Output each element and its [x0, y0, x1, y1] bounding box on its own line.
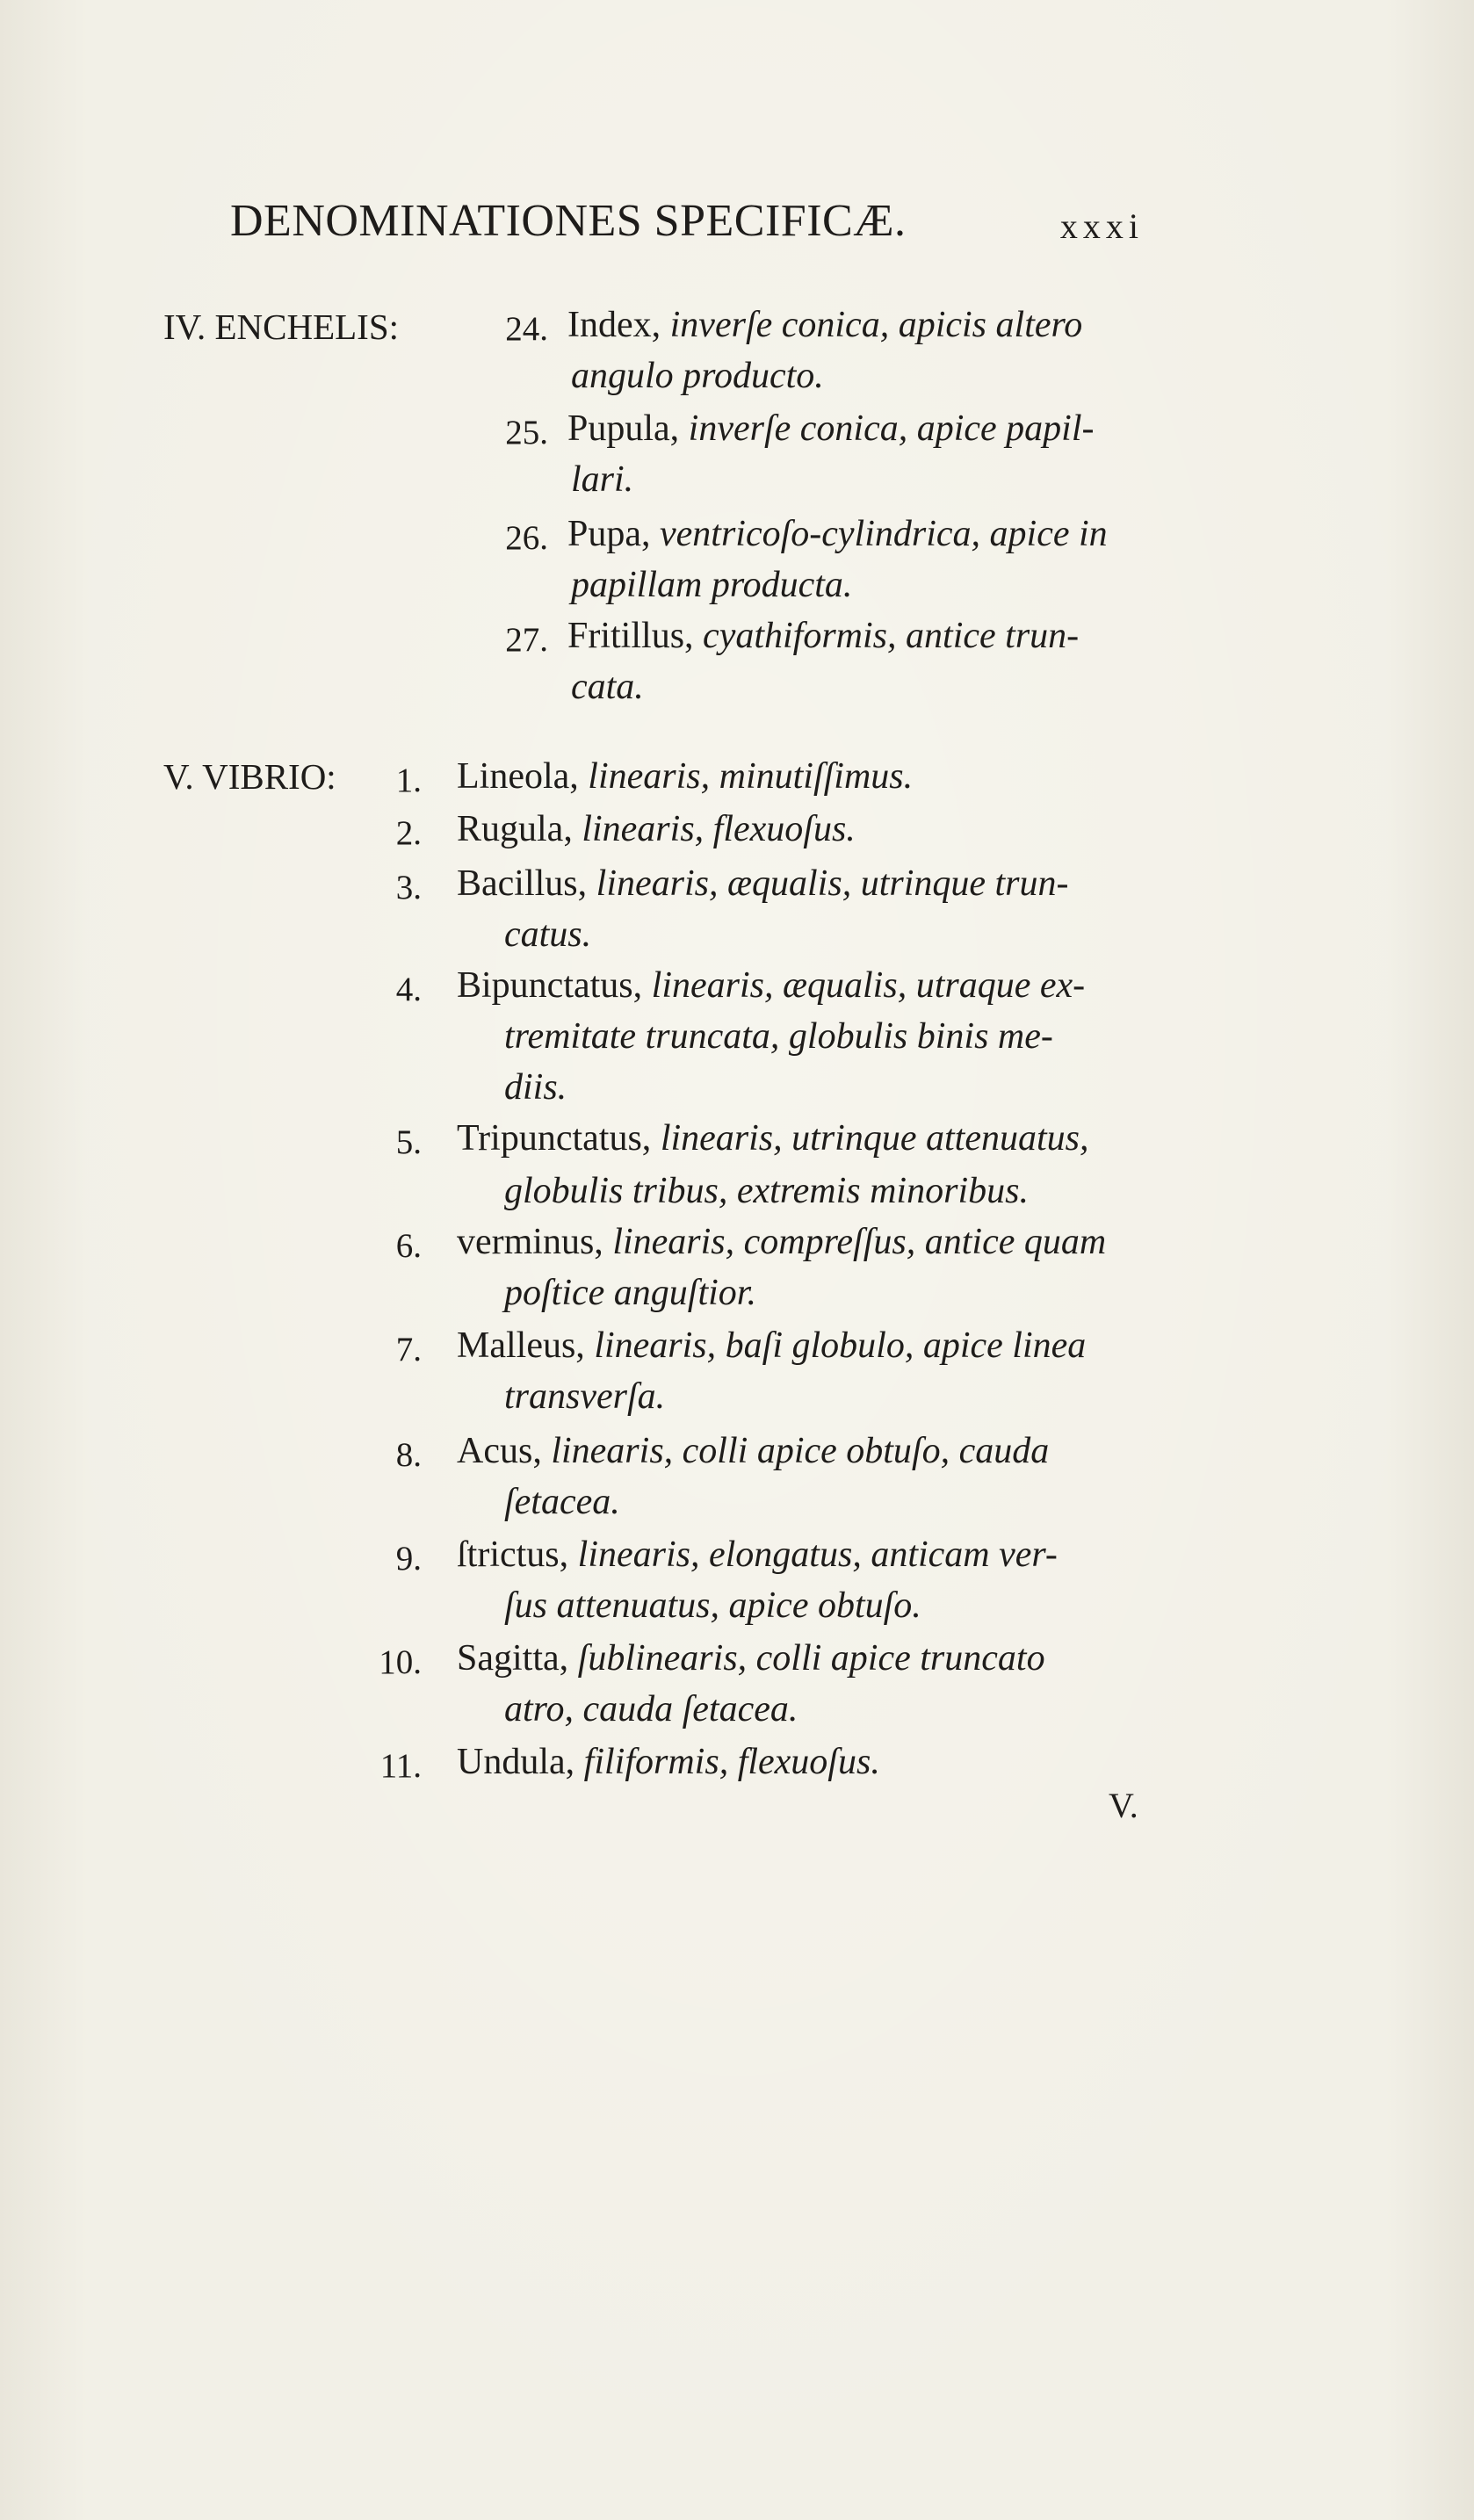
species-description: ſublinearis, colli apice truncato — [577, 1638, 1045, 1679]
entry-number: 2. — [395, 814, 422, 852]
species-name: Bipunctatus, — [457, 965, 643, 1006]
species-description: cyathiformis, antice trun- — [703, 616, 1080, 656]
entry-line-2: papillam producta. — [571, 565, 853, 605]
entry-number: 1. — [395, 762, 422, 799]
entry-line-2: catus. — [504, 914, 592, 955]
species-name: Tripunctatus, — [457, 1118, 652, 1159]
species-name: Rugula, — [457, 809, 573, 849]
entry-number: 27. — [505, 621, 548, 659]
entry-number: 11. — [379, 1747, 422, 1785]
entry-line-2: angulo producto. — [571, 356, 824, 396]
species-name: verminus, — [457, 1222, 603, 1262]
entry-line-1 — [457, 1430, 1049, 1472]
species-name: Bacillus, — [457, 863, 588, 904]
genus-label-enchelis: IV. ENCHELIS: — [163, 307, 400, 347]
entry-number: 10. — [379, 1643, 422, 1681]
entry-line-1 — [457, 1221, 1106, 1263]
entry-line-1 — [567, 615, 1079, 657]
species-description: linearis, flexuoſus. — [582, 809, 856, 849]
species-name: Lineola, — [457, 756, 579, 797]
entry-line-2: cata. — [571, 667, 644, 707]
entry-line-1 — [567, 304, 1082, 346]
entry-number: 6. — [395, 1227, 422, 1265]
entry-line-1 — [567, 408, 1095, 450]
species-description: linearis, minutiſſimus. — [588, 756, 914, 797]
entry-line-1 — [567, 513, 1108, 555]
species-name: Fritillus, — [567, 616, 694, 656]
species-name: Pupula, — [567, 408, 680, 449]
page-number: xxxi — [1059, 206, 1144, 246]
entry-line-2: atro, cauda ſetacea. — [504, 1689, 798, 1729]
species-description: linearis, colli apice obtuſo, cauda — [551, 1431, 1050, 1471]
entry-number: 3. — [395, 869, 422, 906]
entry-number: 26. — [505, 519, 548, 557]
species-description: linearis, compreſſus, antice quam — [612, 1222, 1107, 1262]
entry-number: 25. — [505, 414, 548, 451]
species-description: inverſe conica, apice papil- — [688, 408, 1095, 449]
entry-number: 8. — [395, 1436, 422, 1474]
entry-line-2: lari. — [571, 459, 634, 500]
species-description: ventricoſo-cylindrica, apice in — [660, 514, 1108, 554]
entry-line-1 — [457, 1637, 1045, 1679]
entry-line-2: globulis tribus, extremis minoribus. — [504, 1171, 1029, 1211]
entry-line-1 — [457, 1117, 1088, 1159]
entry-line-2: ſetacea. — [504, 1482, 620, 1522]
species-description: filiformis, flexuoſus. — [583, 1742, 880, 1782]
entry-line-1 — [457, 1325, 1086, 1367]
entry-number: 7. — [395, 1331, 422, 1368]
entry-line-2: ſus attenuatus, apice obtuſo. — [504, 1585, 921, 1626]
species-description: linearis, æqualis, utraque ex- — [651, 965, 1086, 1006]
species-description: inverſe conica, apicis altero — [669, 305, 1083, 345]
page-header — [230, 195, 1144, 265]
catchword: V. — [1109, 1786, 1138, 1825]
entry-number: 9. — [395, 1540, 422, 1578]
species-name: Malleus, — [457, 1325, 585, 1366]
entry-line-2: tremitate truncata, globulis binis me- — [504, 1016, 1053, 1057]
entry-line-1 — [457, 808, 856, 850]
species-name: Undula, — [457, 1742, 575, 1782]
entry-line-1 — [457, 755, 913, 798]
entry-line-1 — [457, 863, 1069, 905]
entry-line-2: poſtice anguſtior. — [504, 1273, 756, 1313]
entry-number: 5. — [395, 1123, 422, 1161]
entry-line-1 — [457, 1741, 880, 1783]
species-name: Index, — [567, 305, 661, 345]
species-name: Acus, — [457, 1431, 542, 1471]
species-name: Sagitta, — [457, 1638, 569, 1679]
species-description: linearis, baſi globulo, apice linea — [594, 1325, 1087, 1366]
species-name: ſtrictus, — [457, 1534, 569, 1575]
entry-line-3: diis. — [504, 1067, 567, 1108]
species-description: linearis, elongatus, anticam ver- — [577, 1534, 1058, 1575]
species-name: Pupa, — [567, 514, 651, 554]
entry-line-2: transverſa. — [504, 1376, 666, 1417]
genus-label-vibrio: V. VIBRIO: — [163, 756, 336, 797]
entry-number: 4. — [395, 971, 422, 1008]
entry-line-1 — [457, 1534, 1058, 1576]
species-description: linearis, utrinque attenuatus, — [660, 1118, 1089, 1159]
species-description: linearis, æqualis, utrinque trun- — [596, 863, 1069, 904]
entry-line-1 — [457, 964, 1085, 1007]
entry-number: 24. — [505, 310, 548, 348]
running-title: DENOMINATIONES SPECIFICÆ. — [230, 196, 907, 246]
